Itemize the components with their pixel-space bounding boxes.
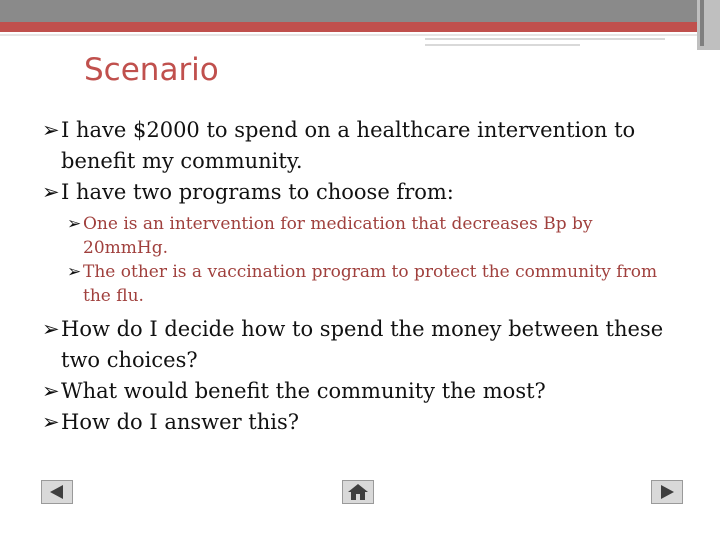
bullet-text: How do I decide how to spend the money between these two choices?: [61, 317, 664, 372]
header-rule: [425, 38, 665, 40]
arrow-bullet-icon: ➢: [42, 317, 60, 341]
header-red-bar: [0, 22, 697, 32]
bullet-text: I have $2000 to spend on a healthcare intervention to benefit my community.: [61, 118, 636, 173]
sub-bullet-text: One is an intervention for medication that decreases Bp by 20mmHg.: [83, 214, 593, 258]
header-rule: [425, 44, 580, 46]
header-decoration: [0, 0, 720, 50]
sub-bullet-text: The other is a vaccination program to protect the community from the flu.: [83, 262, 658, 306]
triangle-left-icon: [47, 484, 67, 500]
triangle-right-icon: [657, 484, 677, 500]
arrow-bullet-icon: ➢: [42, 410, 60, 434]
sub-bullet-list: [42, 212, 682, 308]
bullet-text: What would benefit the community the most?: [61, 379, 546, 403]
slide-body: [42, 115, 682, 438]
arrow-bullet-icon: ➢: [42, 118, 60, 142]
header-rule: [0, 34, 697, 36]
arrow-bullet-icon: ➢: [67, 214, 82, 234]
arrow-bullet-icon: ➢: [67, 262, 82, 282]
sub-bullet: [42, 212, 682, 260]
home-slide-button[interactable]: [342, 480, 374, 504]
bullet: [42, 314, 682, 376]
arrow-bullet-icon: ➢: [42, 379, 60, 403]
bullet: [42, 177, 682, 208]
header-corner-stripe: [700, 0, 704, 46]
bullet: [42, 376, 682, 407]
next-slide-button[interactable]: [651, 480, 683, 504]
header-gray-bar: [0, 0, 697, 22]
house-icon: [347, 483, 369, 501]
sub-bullet: [42, 260, 682, 308]
bullet: [42, 407, 682, 438]
arrow-bullet-icon: ➢: [42, 180, 60, 204]
bullet-text: I have two programs to choose from:: [61, 180, 454, 204]
bullet-text: How do I answer this?: [61, 410, 299, 434]
slide-title: Scenario: [84, 52, 219, 88]
previous-slide-button[interactable]: [41, 480, 73, 504]
bullet: [42, 115, 682, 177]
